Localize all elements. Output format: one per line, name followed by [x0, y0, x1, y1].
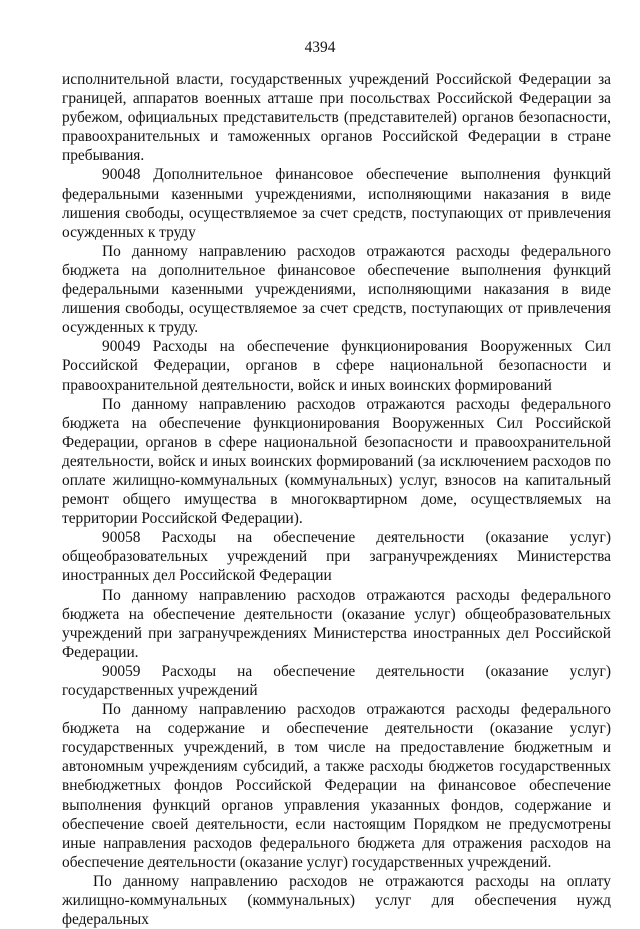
- paragraph-90059-description: По данному направлению расходов отражаются расходы федерального бюджета на содержание и обеспечение деятельности (оказание услуг) государственных учреждений, в том числе на предоставление бюджетным и автономным учреждениям субсидий, а также расходы бюджетов государственных внебюджетных фондов Российской Федерации на финансовое обеспечение выполнения функций органов управления указанных фондов, содержание и обеспечение своей деятельности, если настоящим Порядком не предусмотрены иные направления расходов федерального бюджета для отражения расходов на обеспечение деятельности (оказание услуг) государственных учреждений.: [62, 701, 611, 871]
- paragraph-90049-description: По данному направлению расходов отражаются расходы федерального бюджета на обеспечение функционирования Вооруженных Сил Российской Федерации, органов в сфере национальной безопасности и правоохранительной деятельности, войск и иных воинских формирований (за исключением расходов по оплате жилищно-коммунальных (коммунальных) услуг, взносов на капитальный ремонт общего имущества в многоквартирном доме, осуществляемых на территории Российской Федерации).: [62, 395, 611, 528]
- paragraph-90058-description: По данному направлению расходов отражаются расходы федерального бюджета на обеспечение деятельности (оказание услуг) общеобразовательных учреждений при загранучреждениях Министерства иностранных дел Российской Федерации.: [62, 586, 611, 661]
- paragraph-continuation: исполнительной власти, государственных учреждений Российской Федерации за границей, аппаратов военных атташе при посольствах Российской Федерации за рубежом, официальных представительств (представителей) органов безопасности, правоохранительных и таможенных органов Российской Федерации в стране пребывания.: [62, 71, 611, 165]
- heading-90059: 90059 Расходы на обеспечение деятельности (оказание услуг) государственных учреждений: [62, 662, 611, 699]
- document-body: [62, 70, 611, 929]
- paragraph-90048-description: По данному направлению расходов отражаются расходы федерального бюджета на дополнительное финансовое обеспечение выполнения функций федеральными казенными учреждениями, исполняющими наказания в виде лишения свободы, осуществляемое за счет средств, поступающих от привлечения осужденных к труду.: [62, 242, 611, 337]
- heading-90058: 90058 Расходы на обеспечение деятельности (оказание услуг) общеобразовательных учреждений при загранучреждениях Министерства иностранных дел Российской Федерации: [62, 529, 611, 585]
- heading-90048: 90048 Дополнительное финансовое обеспечение выполнения функций федеральными казенными учреждениями, исполняющими наказания в виде лишения свободы, осуществляемое за счет средств, поступающих от привлечения осужденных к труду: [62, 166, 611, 241]
- page-number: 4394: [304, 39, 336, 56]
- heading-90049: 90049 Расходы на обеспечение функционирования Вооруженных Сил Российской Федерации, органов в сфере национальной безопасности и правоохранительной деятельности, войск и иных воинских формирований: [62, 338, 611, 394]
- paragraph-90059-exclusion: По данному направлению расходов не отражаются расходы на оплату жилищно-коммунальных (коммунальных) услуг для обеспечения нужд федеральных: [62, 872, 611, 929]
